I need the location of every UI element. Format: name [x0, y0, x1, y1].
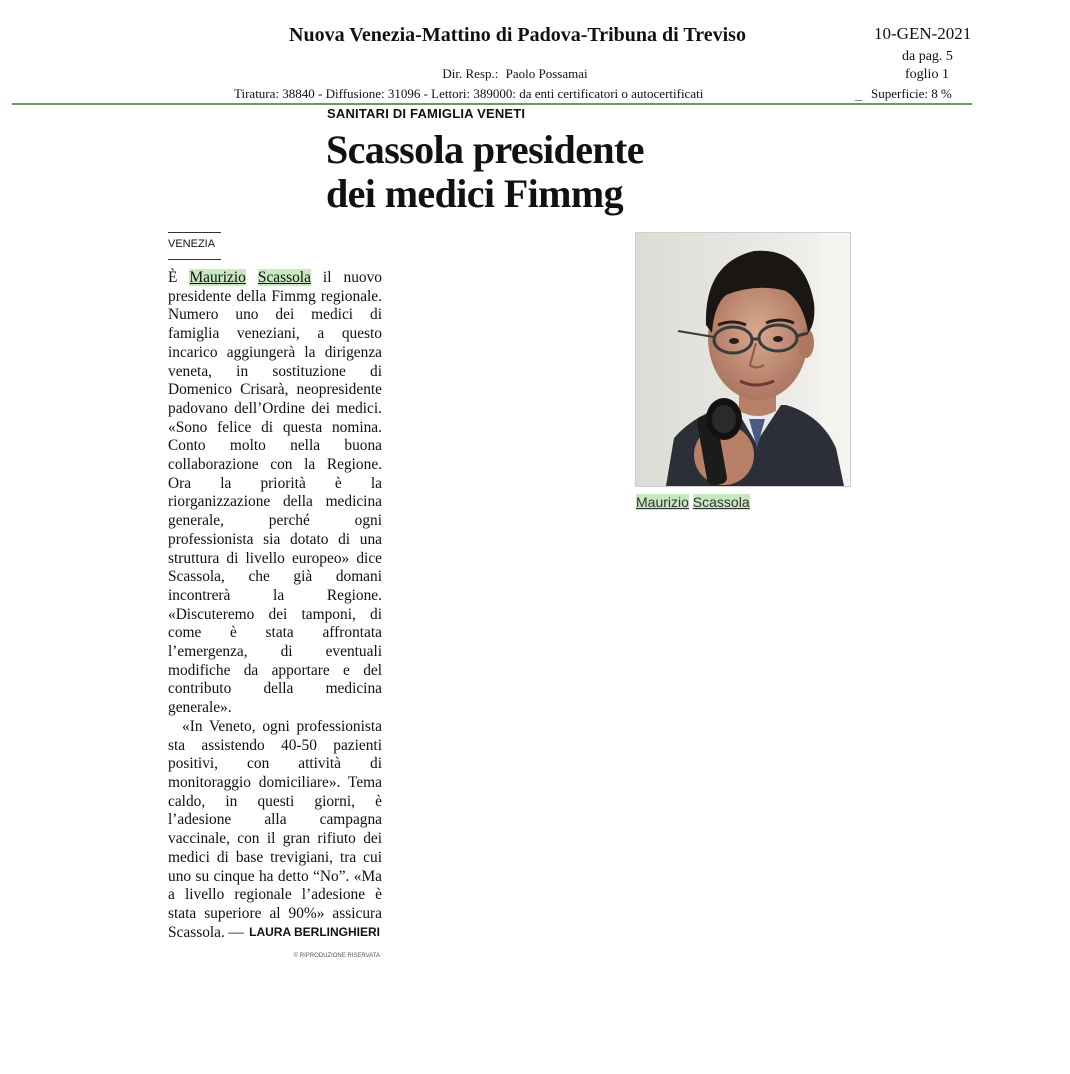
dateline-rule-bottom	[168, 259, 221, 260]
headline-line-1: Scassola presidente	[326, 127, 644, 172]
body-paragraph-1	[168, 269, 382, 718]
publication-title: Nuova Venezia-Mattino di Padova-Tribuna di Treviso	[289, 24, 746, 46]
caption-last-name: Scassola	[692, 494, 750, 510]
director-line	[290, 66, 740, 82]
article-headline	[326, 128, 746, 216]
photo-caption	[636, 494, 750, 510]
highlighted-first-name: Maurizio	[189, 269, 246, 286]
header-tick-mark	[855, 100, 862, 101]
circulation-stats: Tiratura: 38840 - Diffusione: 31096 - Lettori: 389000: da enti certificatori o autocertificati	[234, 86, 704, 101]
highlighted-last-name: Scassola	[257, 269, 311, 286]
director-label: Dir. Resp.:	[442, 66, 499, 81]
surface-percentage: Superficie: 8 %	[871, 86, 952, 101]
body-paragraph-2: «In Veneto, ogni professionista sta assistendo 40-50 pazienti positivi, con attività di monitoraggio domiciliare». Tema caldo, in questi giorni, è l’adesione alla campagna vaccinale, con il gran rifiuto dei medici di base trevigiani, tra cui uno su cinque ha detto “No”. «Ma a livello regionale l’adesione è stata superiore al 90%» assicura Scassola. —	[168, 717, 382, 941]
header-divider	[12, 103, 972, 105]
lead-word: È	[168, 269, 178, 286]
article-body	[168, 269, 382, 942]
article-kicker: SANITARI DI FAMIGLIA VENETI	[327, 106, 526, 121]
rights-notice: © RIPRODUZIONE RISERVATA	[293, 953, 380, 959]
headline-line-2: dei medici Fimmg	[326, 171, 624, 216]
sheet-number: foglio 1	[905, 67, 949, 82]
dateline-rule-top	[168, 232, 221, 233]
director-name: Paolo Possamai	[505, 66, 588, 81]
caption-first-name: Maurizio	[636, 494, 689, 510]
article-author: LAURA BERLINGHIERI	[249, 925, 380, 939]
paragraph-1-text: il nuovo presidente della Fimmg regionale. Numero uno dei medici di famiglia veneziani, a questo incarico aggiungerà la dirigenza veneta, in sostituzione di Domenico Crisarà, neopresidente padovano dell’Ordine dei medici. «Sono felice di questa nomina. Conto molto nella buona collaborazione con la Regione. Ora la priorità è la riorganizzazione della medicina generale, perché ogni professionista sia dotato di una struttura di livello europeo» dice Scassola, che già domani incontrerà la Regione. «Discuteremo dei tamponi, di come è stata affrontata l’emergenza, di eventuali modifiche da apportare e del contributo della medicina generale».	[168, 269, 382, 717]
publication-date: 10-GEN-2021	[874, 24, 972, 43]
portrait-illustration	[636, 233, 850, 486]
dateline-place: VENEZIA	[168, 238, 216, 250]
page-reference: da pag. 5	[902, 49, 953, 64]
portrait-photo	[635, 232, 851, 487]
